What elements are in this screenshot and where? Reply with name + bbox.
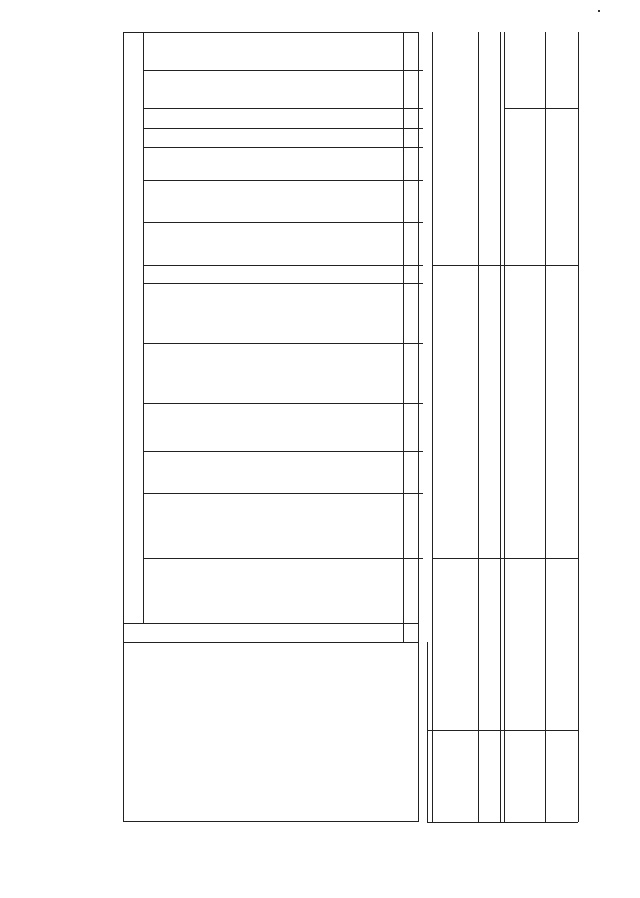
requirements-table: [123, 32, 419, 822]
